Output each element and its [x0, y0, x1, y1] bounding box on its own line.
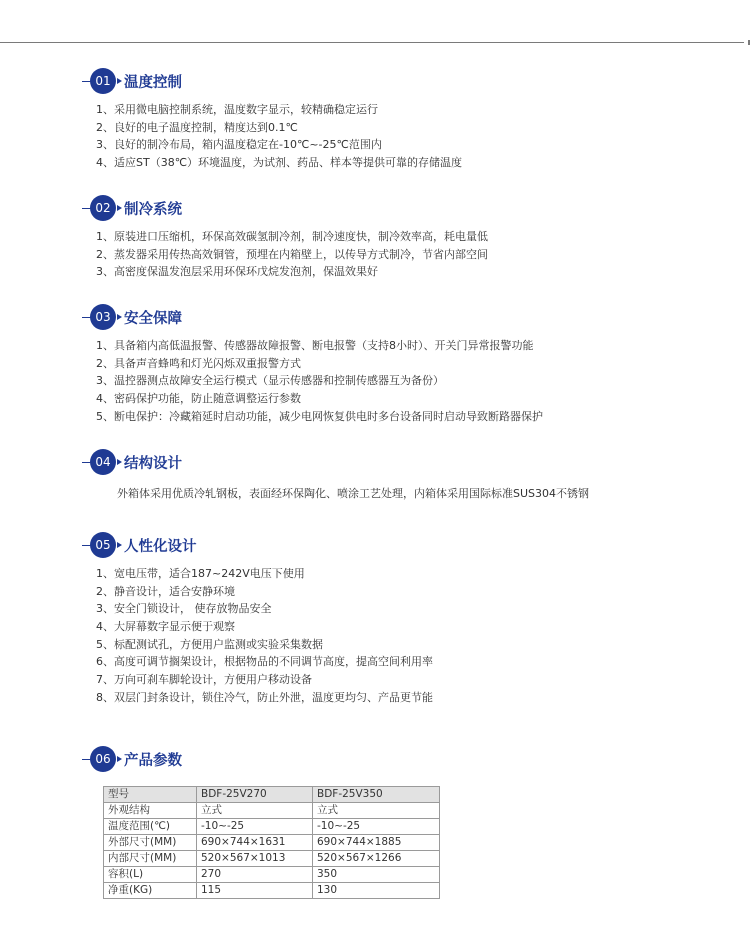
table-cell: 立式	[313, 803, 440, 819]
list-item: 2、蒸发器采用传热高效铜管，预埋在内箱壁上，以传导方式制冷，节省内部空间	[96, 247, 488, 261]
list-item: 2、具备声音蜂鸣和灯光闪烁双重报警方式	[96, 356, 301, 370]
list-item: 3、安全门锁设计， 使存放物品安全	[96, 602, 272, 616]
list-item: 3、温控器测点故障安全运行模式（显示传感器和控制传感器互为备份）	[96, 374, 444, 388]
list-item: 2、静音设计，适合安静环境	[96, 584, 235, 598]
table-cell: 130	[313, 883, 440, 899]
list-item: 5、标配测试孔，方便用户监测或实验采集数据	[96, 637, 323, 651]
table-cell: 270	[197, 867, 313, 883]
section-header	[90, 746, 182, 772]
feature-list	[96, 565, 433, 707]
table-row	[104, 803, 440, 819]
table-row	[104, 851, 440, 867]
table-cell: 净重(KG)	[104, 883, 197, 899]
section-title: 制冷系统	[124, 201, 182, 218]
section-header	[90, 195, 182, 221]
table-row	[104, 835, 440, 851]
list-item: 1、原装进口压缩机，环保高效碳氢制冷剂，制冷速度快，制冷效率高，耗电量低	[96, 230, 488, 243]
list-item: 2、良好的电子温度控制，精度达到0.1℃	[96, 120, 298, 134]
table-cell: 温度范围(℃)	[104, 819, 197, 835]
list-item: 4、密码保护功能，防止随意调整运行参数	[96, 392, 301, 406]
section-number-badge: 04	[90, 449, 116, 475]
section-header	[90, 68, 182, 94]
list-item: 1、采用微电脑控制系统，温度数字显示，较精确稳定运行	[96, 103, 378, 116]
list-item: 6、高度可调节搁架设计，根据物品的不同调节高度，提高空间利用率	[96, 655, 433, 669]
table-row	[104, 867, 440, 883]
top-divider	[0, 42, 744, 43]
feature-list	[96, 101, 462, 172]
table-cell: 内部尺寸(MM)	[104, 851, 197, 867]
feature-list	[96, 337, 543, 425]
table-cell: 外部尺寸(MM)	[104, 835, 197, 851]
feature-list	[96, 228, 488, 281]
list-item: 3、良好的制冷布局，箱内温度稳定在-10℃~-25℃范围内	[96, 138, 382, 152]
list-item: 7、万向可刹车脚轮设计，方便用户移动设备	[96, 673, 312, 687]
table-cell: -10~-25	[313, 819, 440, 835]
section-header	[90, 449, 182, 475]
table-cell: BDF-25V350	[313, 787, 440, 803]
product-parameters-table	[103, 786, 440, 899]
list-item: 4、大屏幕数字显示便于观察	[96, 620, 235, 634]
list-item: 4、适应ST（38℃）环境温度，为试剂、药品、样本等提供可靠的存储温度	[96, 156, 463, 170]
table-cell: 立式	[197, 803, 313, 819]
table-cell: 容积(L)	[104, 867, 197, 883]
table-cell: 690×744×1631	[197, 835, 313, 851]
section-header	[90, 532, 197, 558]
table-cell: -10~-25	[197, 819, 313, 835]
section-number-badge: 06	[90, 746, 116, 772]
section-paragraph: 外箱体采用优质冷轧钢板，表面经环保陶化、喷涂工艺处理，内箱体采用国际标准SUS304不锈钢	[117, 487, 590, 500]
section-number-badge: 01	[90, 68, 116, 94]
table-cell: 115	[197, 883, 313, 899]
table-header-row	[104, 787, 440, 803]
section-title: 人性化设计	[124, 538, 197, 555]
table-cell: 690×744×1885	[313, 835, 440, 851]
table-cell: 520×567×1013	[197, 851, 313, 867]
section-title: 结构设计	[124, 455, 182, 472]
section-number-badge: 02	[90, 195, 116, 221]
section-header	[90, 304, 182, 330]
section-number-badge: 03	[90, 304, 116, 330]
list-item: 1、具备箱内高低温报警、传感器故障报警、断电报警（支持8小时）、开关门异常报警功能	[96, 339, 534, 352]
table-cell: 520×567×1266	[313, 851, 440, 867]
list-item: 8、双层门封条设计，锁住冷气，防止外泄，温度更均匀、产品更节能	[96, 690, 433, 704]
section-title: 温度控制	[124, 74, 182, 91]
list-item: 3、高密度保温发泡层采用环保环戊烷发泡剂，保温效果好	[96, 265, 378, 279]
table-cell: 350	[313, 867, 440, 883]
table-row	[104, 819, 440, 835]
section-title: 安全保障	[124, 310, 182, 327]
table-cell: 外观结构	[104, 803, 197, 819]
section-number-badge: 05	[90, 532, 116, 558]
list-item: 1、宽电压带，适合187~242V电压下使用	[96, 567, 305, 580]
table-row	[104, 883, 440, 899]
table-cell: BDF-25V270	[197, 787, 313, 803]
table-cell: 型号	[104, 787, 197, 803]
section-title: 产品参数	[124, 752, 182, 769]
list-item: 5、断电保护：冷藏箱延时启动功能，减少电网恢复供电时多台设备同时启动导致断路器保护	[96, 409, 543, 423]
